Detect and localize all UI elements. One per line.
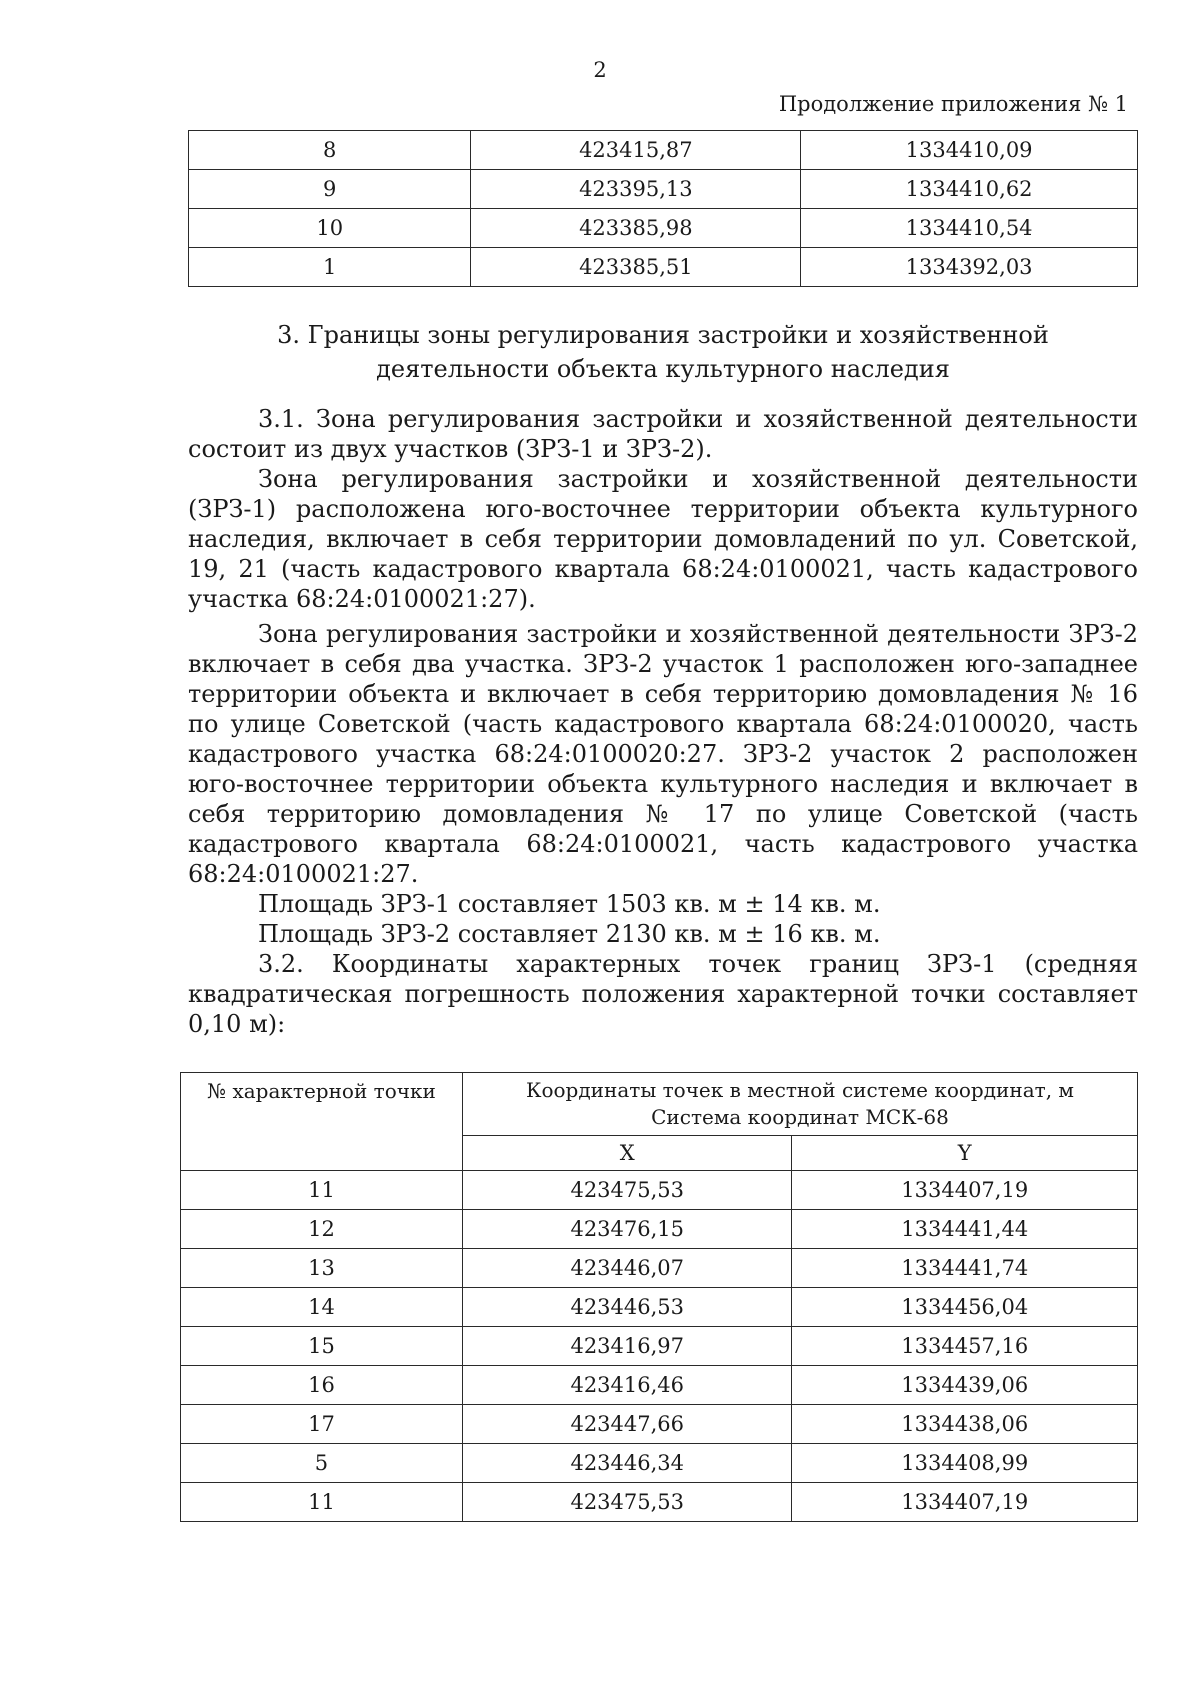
y-coordinate-cell: 1334439,06 [792,1366,1138,1405]
page-number: 2 [593,58,607,82]
section-heading-line: деятельности объекта культурного наследия [376,355,950,383]
y-coordinate-cell: 1334410,09 [801,131,1138,170]
x-coordinate-cell: 423416,46 [462,1366,792,1405]
table-row [181,1444,1138,1483]
y-coordinate-cell: 1334456,04 [792,1288,1138,1327]
section-heading [188,318,1138,386]
point-number-cell: 13 [181,1249,463,1288]
x-coordinate-cell: 423385,51 [471,248,801,287]
paragraph-zrz1-area: Площадь ЗРЗ-1 составляет 1503 кв. м ± 14 кв. м. [258,890,881,918]
header-x: X [462,1136,792,1171]
table-row [189,209,1138,248]
x-coordinate-cell: 423446,34 [462,1444,792,1483]
table-row [181,1483,1138,1522]
y-coordinate-cell: 1334410,54 [801,209,1138,248]
point-number-cell: 11 [181,1171,463,1210]
table-row [181,1249,1138,1288]
appendix-continuation-label: Продолжение приложения № 1 [778,92,1128,116]
paragraph-zrz2-area: Площадь ЗРЗ-2 составляет 2130 кв. м ± 16 кв. м. [258,920,881,948]
header-coordinates-line: Координаты точек в местной системе координат, м [526,1078,1074,1102]
table-row [189,131,1138,170]
y-coordinate-cell: 1334407,19 [792,1483,1138,1522]
x-coordinate-cell: 423475,53 [462,1171,792,1210]
point-number-cell: 5 [181,1444,463,1483]
x-coordinate-cell: 423385,98 [471,209,801,248]
x-coordinate-cell: 423416,97 [462,1327,792,1366]
point-number-cell: 16 [181,1366,463,1405]
y-coordinate-cell: 1334438,06 [792,1405,1138,1444]
paragraph-3-1: 3.1. Зона регулирования застройки и хозяйственной деятельности состоит из двух участков (ЗРЗ-1 и ЗРЗ-2). [188,405,1138,463]
section-body [188,404,1138,1039]
point-number-cell: 10 [189,209,471,248]
table-row [181,1210,1138,1249]
y-coordinate-cell: 1334392,03 [801,248,1138,287]
table-row [189,170,1138,209]
point-number-cell: 1 [189,248,471,287]
x-coordinate-cell: 423395,13 [471,170,801,209]
paragraph-zrz1-description: Зона регулирования застройки и хозяйственной деятельности (ЗРЗ-1) расположена юго-восточнее территории объекта культурного наследия, включает в себя территории домовладений по ул. Советской, 19, 21 (часть кадастрового квартала 68:24:0100021, часть кадастрового участка 68:24:0100021:27). [188,465,1138,613]
point-number-cell: 9 [189,170,471,209]
y-coordinate-cell: 1334410,62 [801,170,1138,209]
y-coordinate-cell: 1334457,16 [792,1327,1138,1366]
paragraph-zrz2-description: Зона регулирования застройки и хозяйственной деятельности ЗРЗ-2 включает в себя два участка. ЗРЗ-2 участок 1 расположен юго-западнее территории объекта и включает в себя территорию домовладения № 16 по улице Советской (часть кадастрового квартала 68:24:0100020, часть кадастрового участка 68:24:0100020:27. ЗРЗ-2 участок 2 расположен юго-восточнее территории объекта культурного наследия и включает в себя территорию домовладения № 17 по улице Советской (часть кадастрового квартала 68:24:0100021, часть кадастрового участка 68:24:0100021:27. [188,620,1138,888]
y-coordinate-cell: 1334441,74 [792,1249,1138,1288]
paragraph-3-2: 3.2. Координаты характерных точек границ ЗРЗ-1 (средняя квадратическая погрешность положения характерной точки составляет 0,10 м): [188,950,1138,1038]
table-row [181,1171,1138,1210]
x-coordinate-cell: 423446,53 [462,1288,792,1327]
point-number-cell: 15 [181,1327,463,1366]
section-heading-line: 3. Границы зоны регулирования застройки и хозяйственной [277,321,1049,349]
x-coordinate-cell: 423476,15 [462,1210,792,1249]
y-coordinate-cell: 1334441,44 [792,1210,1138,1249]
coordinates-table-continued [188,130,1138,287]
table-header-row [181,1073,1138,1136]
table-row [181,1288,1138,1327]
point-number-cell: 14 [181,1288,463,1327]
point-number-cell: 17 [181,1405,463,1444]
y-coordinate-cell: 1334407,19 [792,1171,1138,1210]
point-number-cell: 12 [181,1210,463,1249]
header-y: Y [792,1136,1138,1171]
x-coordinate-cell: 423446,07 [462,1249,792,1288]
x-coordinate-cell: 423415,87 [471,131,801,170]
x-coordinate-cell: 423447,66 [462,1405,792,1444]
point-number-cell: 11 [181,1483,463,1522]
x-coordinate-cell: 423475,53 [462,1483,792,1522]
point-number-cell: 8 [189,131,471,170]
header-coordinate-system: Система координат МСК-68 [651,1105,949,1129]
table-row [189,248,1138,287]
table-row [181,1366,1138,1405]
header-point-number: № характерной точки [181,1073,463,1171]
table-row [181,1405,1138,1444]
header-coordinates [462,1073,1137,1136]
table-row [181,1327,1138,1366]
y-coordinate-cell: 1334408,99 [792,1444,1138,1483]
zrz1-coordinates-table [180,1072,1138,1522]
